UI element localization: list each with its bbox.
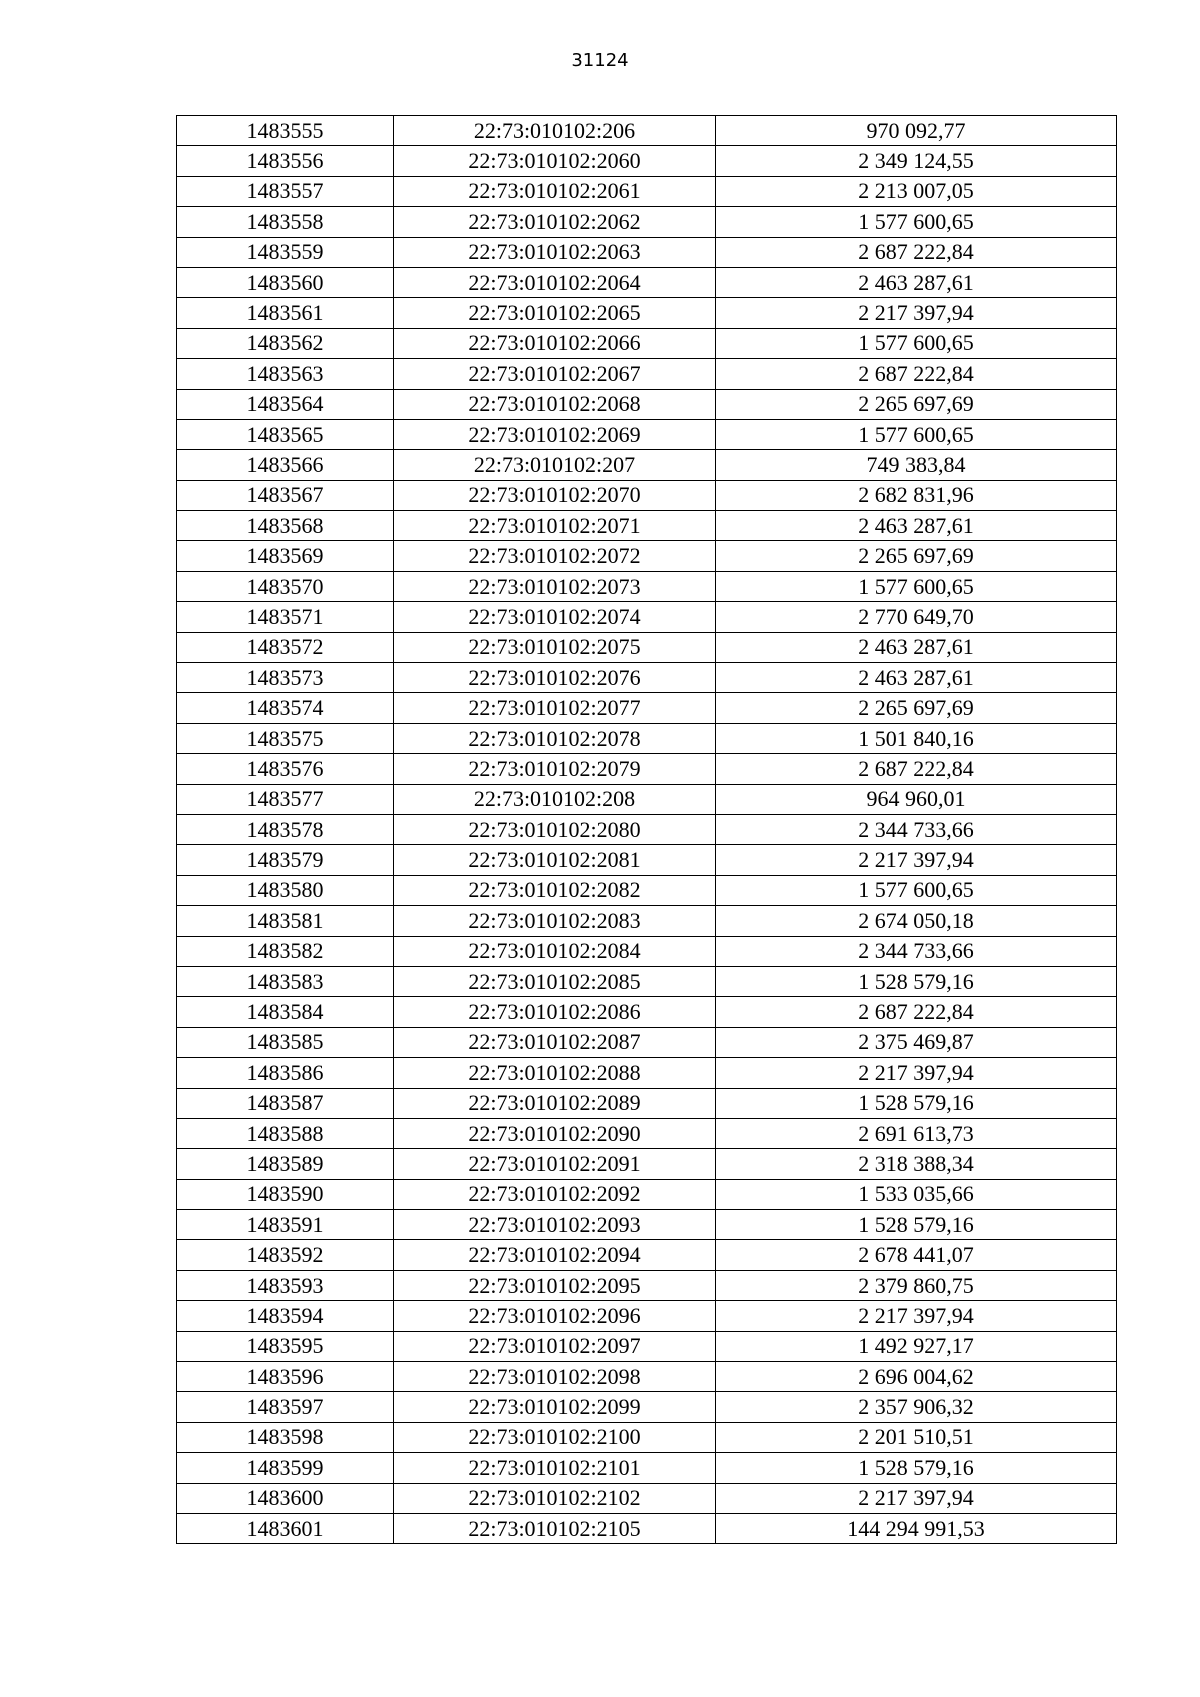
table-row	[177, 784, 1117, 814]
table-row	[177, 1331, 1117, 1361]
row-number-cell: 1483568	[177, 511, 394, 541]
cadastral-number-cell: 22:73:010102:2085	[394, 966, 716, 996]
table-row	[177, 1088, 1117, 1118]
row-number-cell: 1483582	[177, 936, 394, 966]
table-row	[177, 997, 1117, 1027]
cadastral-value-cell: 1 577 600,65	[716, 207, 1117, 237]
cadastral-number-cell: 22:73:010102:2077	[394, 693, 716, 723]
cadastral-value-cell: 144 294 991,53	[716, 1513, 1117, 1543]
cadastral-number-cell: 22:73:010102:2064	[394, 267, 716, 297]
cadastral-value-cell: 2 344 733,66	[716, 814, 1117, 844]
row-number-cell: 1483601	[177, 1513, 394, 1543]
row-number-cell: 1483578	[177, 814, 394, 844]
table-row	[177, 632, 1117, 662]
cadastral-number-cell: 22:73:010102:2068	[394, 389, 716, 419]
cadastral-number-cell: 22:73:010102:2071	[394, 511, 716, 541]
cadastral-number-cell: 22:73:010102:2100	[394, 1422, 716, 1452]
cadastral-value-cell: 749 383,84	[716, 450, 1117, 480]
cadastral-number-cell: 22:73:010102:2062	[394, 207, 716, 237]
cadastral-value-cell: 2 463 287,61	[716, 663, 1117, 693]
row-number-cell: 1483575	[177, 723, 394, 753]
cadastral-number-cell: 22:73:010102:2069	[394, 419, 716, 449]
table-row	[177, 875, 1117, 905]
cadastral-value-cell: 2 463 287,61	[716, 267, 1117, 297]
cadastral-number-cell: 22:73:010102:2082	[394, 875, 716, 905]
table-body	[177, 116, 1117, 1544]
cadastral-value-cell: 2 696 004,62	[716, 1362, 1117, 1392]
table-row	[177, 571, 1117, 601]
cadastral-value-cell: 2 682 831,96	[716, 480, 1117, 510]
cadastral-value-cell: 2 687 222,84	[716, 237, 1117, 267]
row-number-cell: 1483594	[177, 1301, 394, 1331]
cadastral-value-cell: 1 577 600,65	[716, 328, 1117, 358]
table-row	[177, 207, 1117, 237]
cadastral-number-cell: 22:73:010102:2081	[394, 845, 716, 875]
row-number-cell: 1483567	[177, 480, 394, 510]
table-row	[177, 1179, 1117, 1209]
row-number-cell: 1483587	[177, 1088, 394, 1118]
row-number-cell: 1483565	[177, 419, 394, 449]
table-row	[177, 1422, 1117, 1452]
cadastral-number-cell: 22:73:010102:2083	[394, 906, 716, 936]
cadastral-number-cell: 22:73:010102:2099	[394, 1392, 716, 1422]
cadastral-number-cell: 22:73:010102:2094	[394, 1240, 716, 1270]
table-row	[177, 1392, 1117, 1422]
cadastral-value-cell: 1 492 927,17	[716, 1331, 1117, 1361]
cadastral-number-cell: 22:73:010102:2102	[394, 1483, 716, 1513]
cadastral-number-cell: 22:73:010102:2089	[394, 1088, 716, 1118]
cadastral-number-cell: 22:73:010102:2067	[394, 359, 716, 389]
cadastral-value-cell: 1 577 600,65	[716, 571, 1117, 601]
row-number-cell: 1483579	[177, 845, 394, 875]
page-number: 31124	[571, 50, 629, 71]
cadastral-value-table	[176, 115, 1117, 1544]
cadastral-number-cell: 22:73:010102:2090	[394, 1118, 716, 1148]
table-row	[177, 389, 1117, 419]
table-row	[177, 359, 1117, 389]
cadastral-value-cell: 2 357 906,32	[716, 1392, 1117, 1422]
table-row	[177, 1118, 1117, 1148]
table-row	[177, 1513, 1117, 1543]
row-number-cell: 1483576	[177, 754, 394, 784]
row-number-cell: 1483577	[177, 784, 394, 814]
table-row	[177, 845, 1117, 875]
cadastral-number-cell: 22:73:010102:2076	[394, 663, 716, 693]
row-number-cell: 1483566	[177, 450, 394, 480]
cadastral-value-cell: 2 201 510,51	[716, 1422, 1117, 1452]
cadastral-value-cell: 2 217 397,94	[716, 1058, 1117, 1088]
cadastral-value-cell: 964 960,01	[716, 784, 1117, 814]
cadastral-value-cell: 2 265 697,69	[716, 541, 1117, 571]
cadastral-number-cell: 22:73:010102:208	[394, 784, 716, 814]
row-number-cell: 1483569	[177, 541, 394, 571]
row-number-cell: 1483562	[177, 328, 394, 358]
cadastral-value-cell: 2 217 397,94	[716, 1483, 1117, 1513]
cadastral-value-cell: 2 463 287,61	[716, 632, 1117, 662]
cadastral-number-cell: 22:73:010102:2096	[394, 1301, 716, 1331]
cadastral-number-cell: 22:73:010102:2086	[394, 997, 716, 1027]
cadastral-value-cell: 2 687 222,84	[716, 359, 1117, 389]
table-row	[177, 723, 1117, 753]
row-number-cell: 1483557	[177, 176, 394, 206]
table-row	[177, 1301, 1117, 1331]
table-row	[177, 267, 1117, 297]
cadastral-number-cell: 22:73:010102:2070	[394, 480, 716, 510]
cadastral-number-cell: 22:73:010102:2073	[394, 571, 716, 601]
cadastral-number-cell: 22:73:010102:2105	[394, 1513, 716, 1543]
cadastral-value-cell: 2 687 222,84	[716, 997, 1117, 1027]
row-number-cell: 1483564	[177, 389, 394, 419]
cadastral-number-cell: 22:73:010102:206	[394, 116, 716, 146]
cadastral-value-cell: 1 528 579,16	[716, 1088, 1117, 1118]
row-number-cell: 1483599	[177, 1453, 394, 1483]
table-row	[177, 419, 1117, 449]
cadastral-number-cell: 22:73:010102:2092	[394, 1179, 716, 1209]
row-number-cell: 1483583	[177, 966, 394, 996]
row-number-cell: 1483592	[177, 1240, 394, 1270]
table-row	[177, 116, 1117, 146]
row-number-cell: 1483585	[177, 1027, 394, 1057]
cadastral-value-cell: 2 674 050,18	[716, 906, 1117, 936]
table-row	[177, 1210, 1117, 1240]
row-number-cell: 1483589	[177, 1149, 394, 1179]
table-row	[177, 663, 1117, 693]
row-number-cell: 1483561	[177, 298, 394, 328]
row-number-cell: 1483600	[177, 1483, 394, 1513]
cadastral-value-cell: 2 217 397,94	[716, 298, 1117, 328]
cadastral-number-cell: 22:73:010102:2079	[394, 754, 716, 784]
cadastral-value-cell: 2 463 287,61	[716, 511, 1117, 541]
table-row	[177, 602, 1117, 632]
cadastral-number-cell: 22:73:010102:207	[394, 450, 716, 480]
cadastral-number-cell: 22:73:010102:2084	[394, 936, 716, 966]
cadastral-number-cell: 22:73:010102:2075	[394, 632, 716, 662]
table-row	[177, 936, 1117, 966]
row-number-cell: 1483570	[177, 571, 394, 601]
table-row	[177, 480, 1117, 510]
table-row	[177, 298, 1117, 328]
cadastral-value-cell: 2 344 733,66	[716, 936, 1117, 966]
cadastral-number-cell: 22:73:010102:2063	[394, 237, 716, 267]
table-row	[177, 814, 1117, 844]
cadastral-number-cell: 22:73:010102:2101	[394, 1453, 716, 1483]
table-row	[177, 1362, 1117, 1392]
table-row	[177, 450, 1117, 480]
table-row	[177, 1027, 1117, 1057]
cadastral-number-cell: 22:73:010102:2074	[394, 602, 716, 632]
table-row	[177, 328, 1117, 358]
cadastral-number-cell: 22:73:010102:2066	[394, 328, 716, 358]
table-row	[177, 1270, 1117, 1300]
row-number-cell: 1483560	[177, 267, 394, 297]
row-number-cell: 1483581	[177, 906, 394, 936]
cadastral-value-cell: 1 528 579,16	[716, 966, 1117, 996]
table-row	[177, 1149, 1117, 1179]
cadastral-number-cell: 22:73:010102:2065	[394, 298, 716, 328]
table-row	[177, 541, 1117, 571]
row-number-cell: 1483597	[177, 1392, 394, 1422]
cadastral-value-cell: 970 092,77	[716, 116, 1117, 146]
row-number-cell: 1483555	[177, 116, 394, 146]
row-number-cell: 1483590	[177, 1179, 394, 1209]
table-row	[177, 693, 1117, 723]
cadastral-value-cell: 2 678 441,07	[716, 1240, 1117, 1270]
row-number-cell: 1483559	[177, 237, 394, 267]
row-number-cell: 1483573	[177, 663, 394, 693]
cadastral-number-cell: 22:73:010102:2093	[394, 1210, 716, 1240]
row-number-cell: 1483580	[177, 875, 394, 905]
table-row	[177, 1240, 1117, 1270]
cadastral-value-cell: 2 318 388,34	[716, 1149, 1117, 1179]
cadastral-value-cell: 2 217 397,94	[716, 1301, 1117, 1331]
cadastral-value-cell: 1 533 035,66	[716, 1179, 1117, 1209]
cadastral-number-cell: 22:73:010102:2078	[394, 723, 716, 753]
row-number-cell: 1483571	[177, 602, 394, 632]
row-number-cell: 1483572	[177, 632, 394, 662]
row-number-cell: 1483598	[177, 1422, 394, 1452]
cadastral-number-cell: 22:73:010102:2087	[394, 1027, 716, 1057]
table-row	[177, 1058, 1117, 1088]
cadastral-number-cell: 22:73:010102:2095	[394, 1270, 716, 1300]
table-row	[177, 966, 1117, 996]
cadastral-value-cell: 2 349 124,55	[716, 146, 1117, 176]
row-number-cell: 1483574	[177, 693, 394, 723]
row-number-cell: 1483556	[177, 146, 394, 176]
cadastral-value-cell: 1 577 600,65	[716, 875, 1117, 905]
row-number-cell: 1483563	[177, 359, 394, 389]
table-row	[177, 1483, 1117, 1513]
row-number-cell: 1483558	[177, 207, 394, 237]
cadastral-value-cell: 2 687 222,84	[716, 754, 1117, 784]
table-row	[177, 906, 1117, 936]
row-number-cell: 1483586	[177, 1058, 394, 1088]
cadastral-value-cell: 1 577 600,65	[716, 419, 1117, 449]
cadastral-number-cell: 22:73:010102:2060	[394, 146, 716, 176]
cadastral-value-cell: 2 217 397,94	[716, 845, 1117, 875]
cadastral-value-cell: 2 375 469,87	[716, 1027, 1117, 1057]
table-row	[177, 511, 1117, 541]
row-number-cell: 1483593	[177, 1270, 394, 1300]
cadastral-number-cell: 22:73:010102:2088	[394, 1058, 716, 1088]
cadastral-value-cell: 2 265 697,69	[716, 693, 1117, 723]
row-number-cell: 1483588	[177, 1118, 394, 1148]
cadastral-value-cell: 2 265 697,69	[716, 389, 1117, 419]
row-number-cell: 1483591	[177, 1210, 394, 1240]
row-number-cell: 1483595	[177, 1331, 394, 1361]
cadastral-number-cell: 22:73:010102:2080	[394, 814, 716, 844]
table-row	[177, 754, 1117, 784]
table-row	[177, 176, 1117, 206]
table-row	[177, 146, 1117, 176]
cadastral-value-cell: 1 528 579,16	[716, 1210, 1117, 1240]
cadastral-number-cell: 22:73:010102:2061	[394, 176, 716, 206]
row-number-cell: 1483584	[177, 997, 394, 1027]
cadastral-value-cell: 2 379 860,75	[716, 1270, 1117, 1300]
cadastral-number-cell: 22:73:010102:2098	[394, 1362, 716, 1392]
cadastral-value-cell: 1 501 840,16	[716, 723, 1117, 753]
cadastral-number-cell: 22:73:010102:2091	[394, 1149, 716, 1179]
cadastral-value-cell: 2 213 007,05	[716, 176, 1117, 206]
cadastral-value-cell: 1 528 579,16	[716, 1453, 1117, 1483]
row-number-cell: 1483596	[177, 1362, 394, 1392]
cadastral-number-cell: 22:73:010102:2072	[394, 541, 716, 571]
table-row	[177, 1453, 1117, 1483]
cadastral-value-cell: 2 770 649,70	[716, 602, 1117, 632]
cadastral-value-cell: 2 691 613,73	[716, 1118, 1117, 1148]
table-row	[177, 237, 1117, 267]
cadastral-number-cell: 22:73:010102:2097	[394, 1331, 716, 1361]
